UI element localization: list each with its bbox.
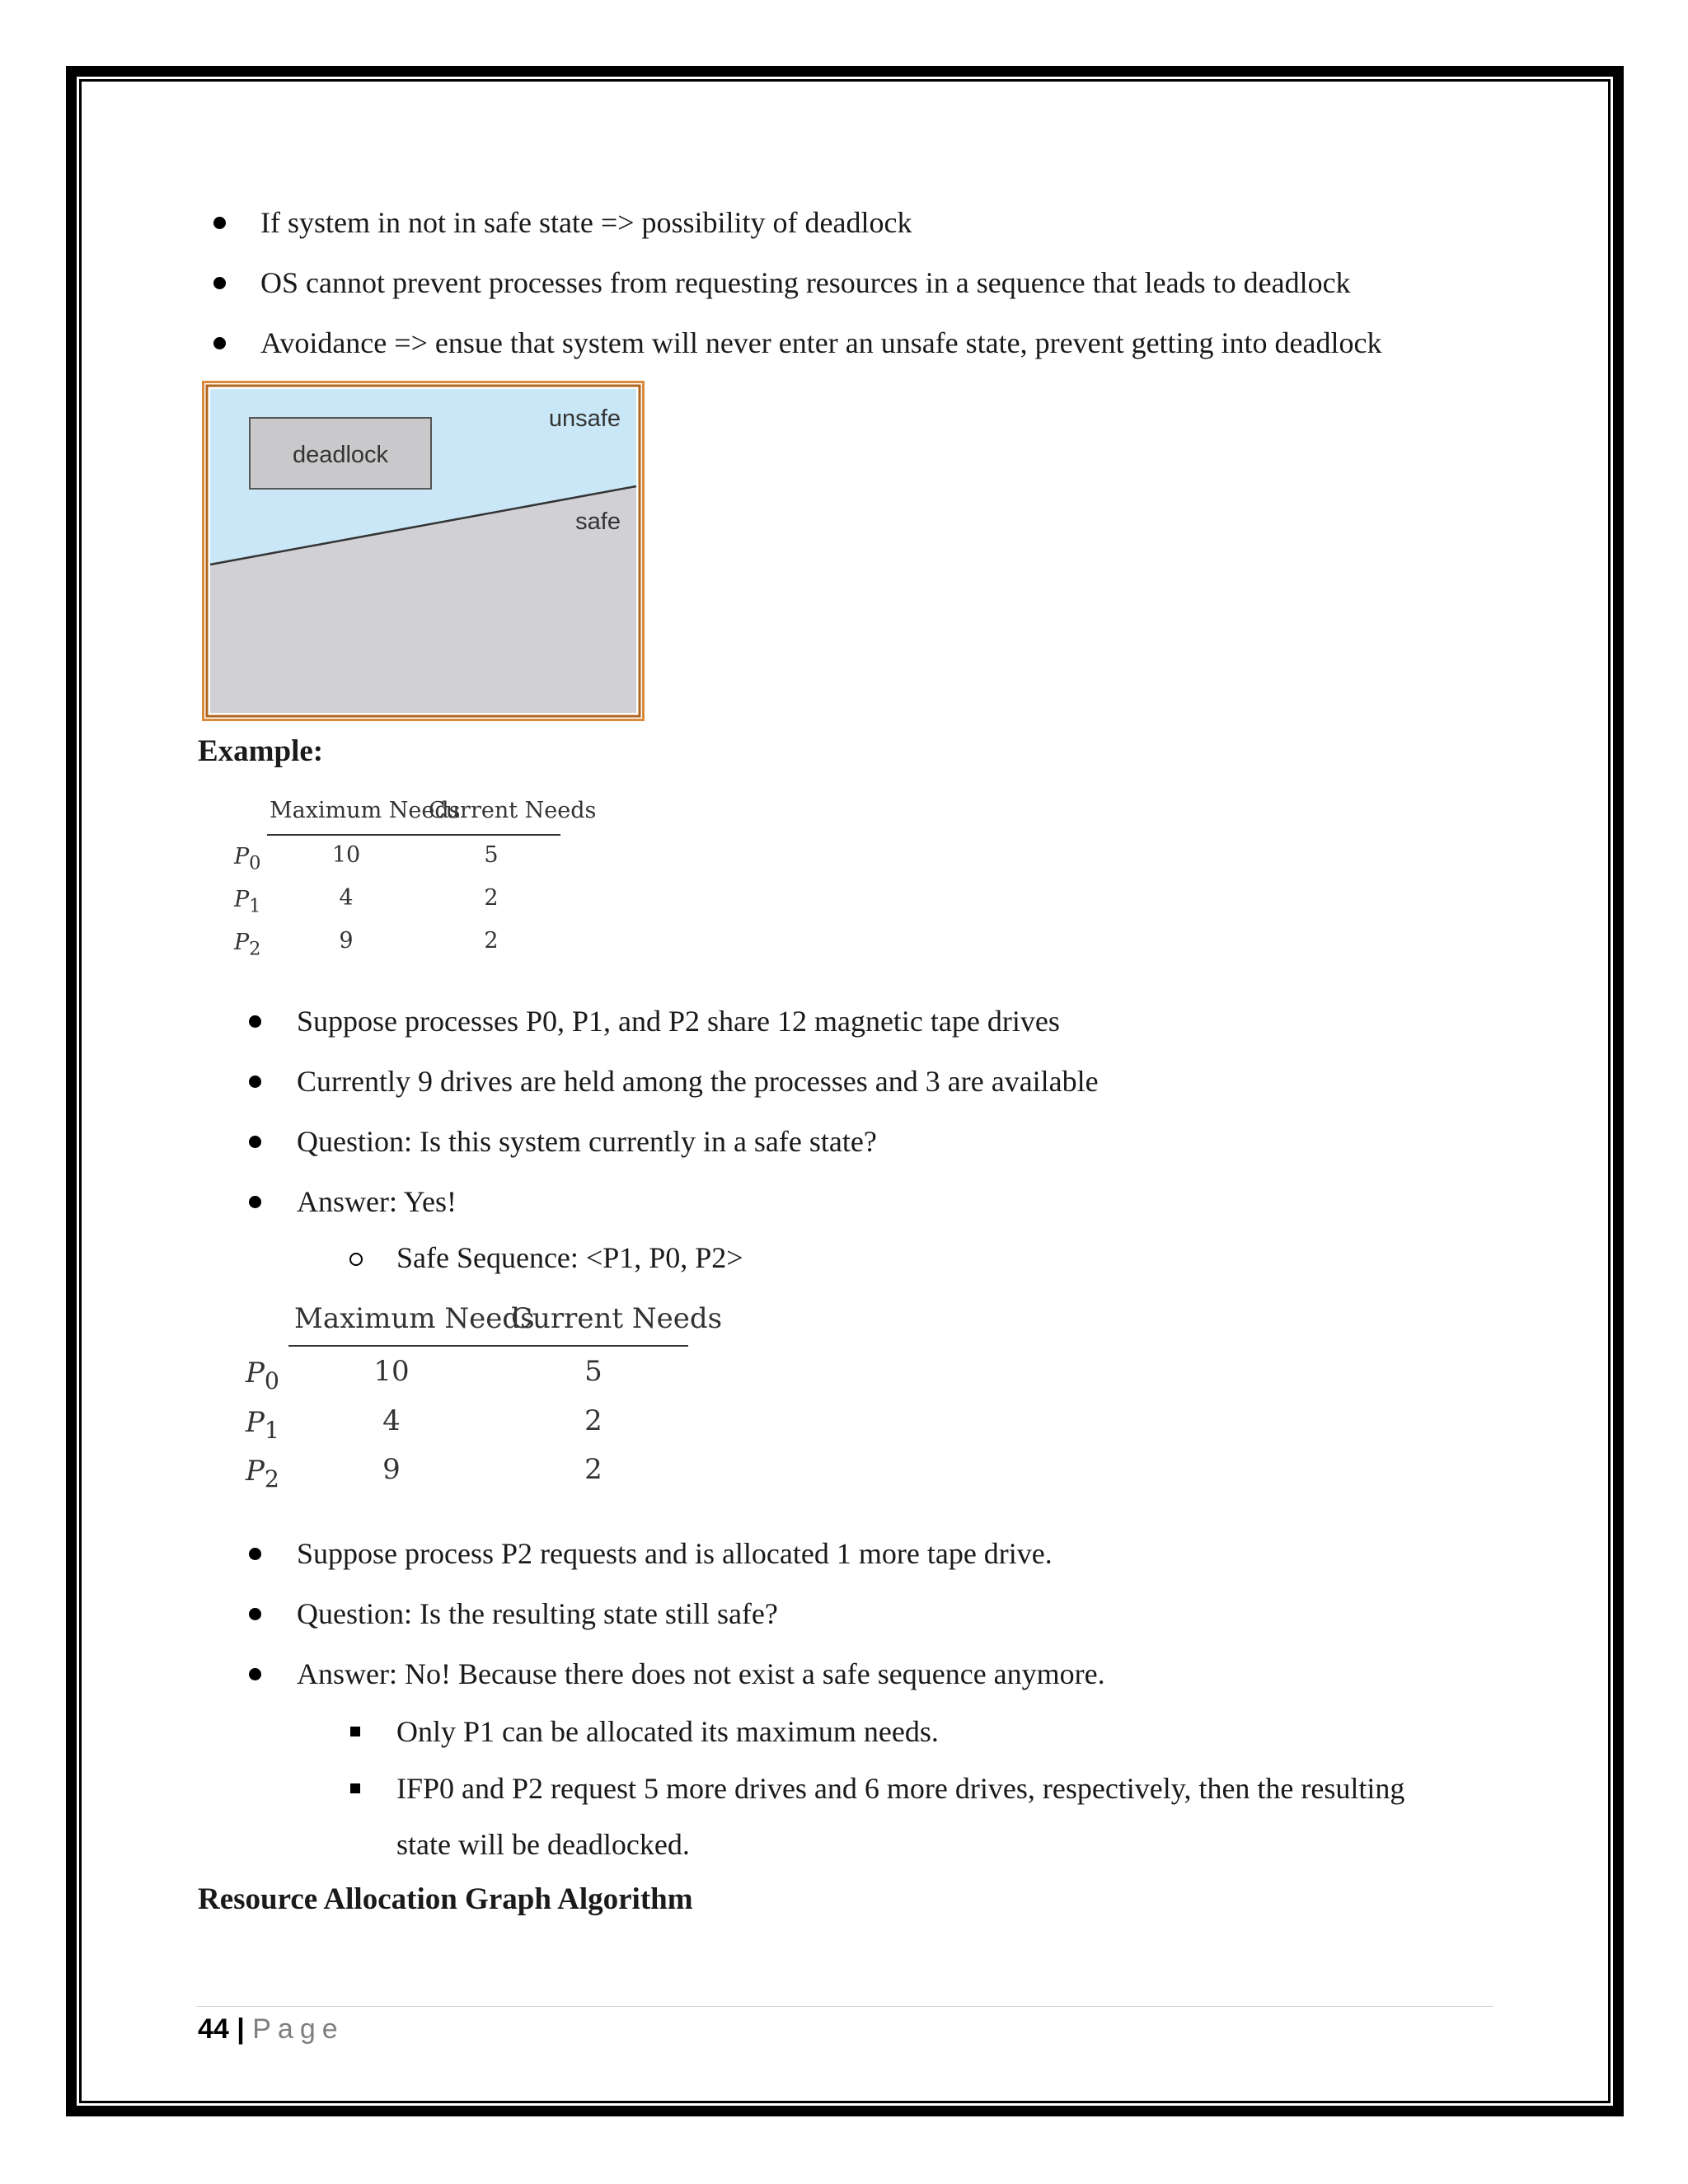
example-heading: Example: xyxy=(198,734,324,768)
scenario2-bullet-3: Answer: No! Because there does not exist a safe sequence anymore. xyxy=(297,1657,1105,1690)
table-header-max: Maximum Needs xyxy=(270,798,461,823)
table-header-current: Current Needs xyxy=(429,798,597,823)
bullet-icon xyxy=(249,1076,261,1088)
current-value: 5 xyxy=(584,1355,603,1388)
bullet-icon xyxy=(213,217,226,229)
safe-unsafe-deadlock-diagram xyxy=(202,381,645,721)
bullet-icon xyxy=(213,277,226,289)
intro-bullet-1: If system in not in safe state => possibility of deadlock xyxy=(260,206,912,239)
sub-point-1: Only P1 can be allocated its maximum needs. xyxy=(396,1715,939,1748)
needs-table-2 xyxy=(243,1302,723,1500)
footer-separator: | xyxy=(237,2013,245,2045)
safe-sequence: Safe Sequence: <P1, P0, P2> xyxy=(396,1241,743,1274)
process-label: $P_0$ xyxy=(234,844,261,874)
table-header-rule xyxy=(288,1345,688,1347)
process-label: $P_1$ xyxy=(246,1406,279,1444)
section-heading: Resource Allocation Graph Algorithm xyxy=(198,1882,693,1916)
bullet-icon xyxy=(249,1136,261,1148)
needs-table-1 xyxy=(231,795,597,968)
sub-point-2-continued: state will be deadlocked. xyxy=(396,1828,690,1861)
process-label: $P_2$ xyxy=(234,930,261,960)
bullet-icon xyxy=(249,1548,261,1560)
max-value: 4 xyxy=(382,1404,401,1437)
max-value: 10 xyxy=(373,1355,410,1388)
current-value: 2 xyxy=(584,1404,603,1437)
bullet-icon xyxy=(249,1608,261,1620)
intro-bullet-2: OS cannot prevent processes from requesting resources in a sequence that leads to deadlock xyxy=(260,266,1351,299)
scenario2-bullet-2: Question: Is the resulting state still safe? xyxy=(297,1597,778,1630)
current-value: 5 xyxy=(484,842,499,868)
deadlock-label: deadlock xyxy=(292,442,389,468)
table-header-max: Maximum Needs xyxy=(294,1302,535,1335)
max-value: 9 xyxy=(339,928,354,954)
current-value: 2 xyxy=(484,885,499,911)
current-value: 2 xyxy=(584,1453,603,1486)
table-header-current: Current Needs xyxy=(511,1302,723,1335)
sub-point-2: IFP0 and P2 request 5 more drives and 6 more drives, respectively, then the resulting xyxy=(396,1772,1405,1805)
safe-label: safe xyxy=(575,509,621,535)
page-footer xyxy=(198,2011,345,2047)
footer-rule xyxy=(196,2006,1493,2007)
scenario1-bullet-3: Question: Is this system currently in a safe state? xyxy=(297,1125,877,1158)
bullet-icon xyxy=(213,337,226,349)
bullet-icon xyxy=(249,1196,261,1208)
max-value: 10 xyxy=(331,842,361,868)
square-bullet-icon xyxy=(350,1783,360,1793)
scenario1-bullet-2: Currently 9 drives are held among the processes and 3 are available xyxy=(297,1065,1099,1098)
table-header-rule xyxy=(267,834,560,836)
process-label: $P_1$ xyxy=(234,887,261,917)
max-value: 9 xyxy=(382,1453,401,1486)
page-number: 44 xyxy=(198,2013,229,2045)
page-label: Page xyxy=(252,2013,345,2045)
square-bullet-icon xyxy=(350,1727,360,1736)
circle-bullet-icon xyxy=(349,1253,363,1266)
scenario1-bullet-1: Suppose processes P0, P1, and P2 share 12 magnetic tape drives xyxy=(297,1005,1060,1038)
current-value: 2 xyxy=(484,928,499,954)
process-label: $P_0$ xyxy=(246,1357,279,1394)
intro-bullet-3: Avoidance => ensue that system will never enter an unsafe state, prevent getting into deadlock xyxy=(260,326,1382,359)
unsafe-label: unsafe xyxy=(548,405,621,432)
process-label: $P_2$ xyxy=(246,1455,279,1493)
scenario2-bullet-1: Suppose process P2 requests and is allocated 1 more tape drive. xyxy=(297,1537,1053,1570)
bullet-icon xyxy=(249,1015,261,1028)
scenario1-bullet-4: Answer: Yes! xyxy=(297,1185,457,1218)
bullet-icon xyxy=(249,1668,261,1680)
max-value: 4 xyxy=(339,885,354,911)
